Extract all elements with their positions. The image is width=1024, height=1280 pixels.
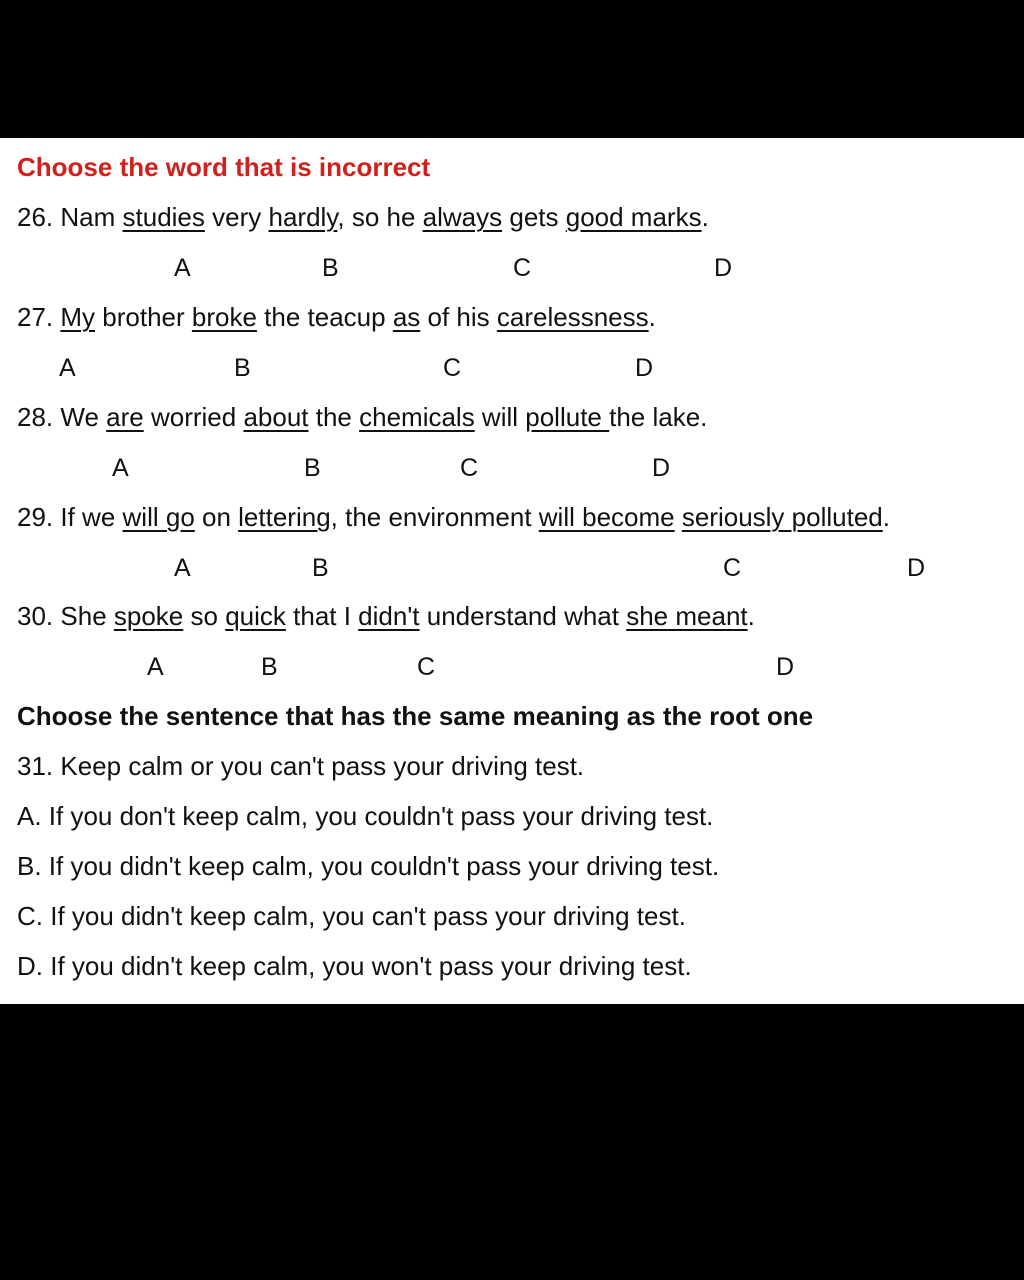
option-label-c: C xyxy=(417,653,436,681)
question-number: 28. xyxy=(17,402,54,432)
underlined-word-b: hardly xyxy=(268,202,338,232)
question-text: We xyxy=(60,402,107,432)
option-label-d: D xyxy=(907,554,926,582)
question-number: 27. xyxy=(17,302,54,332)
option-label-a: A xyxy=(174,254,191,282)
question-text: , the environment xyxy=(330,502,539,532)
question-27 xyxy=(17,302,656,332)
question-text: brother xyxy=(95,302,192,332)
answer-option-c: C. If you didn't keep calm, you can't pass your driving test. xyxy=(17,901,686,931)
underlined-word-a: My xyxy=(60,302,96,332)
question-29 xyxy=(17,502,890,532)
underlined-word-a: will go xyxy=(122,502,195,532)
question-text: gets xyxy=(502,202,566,232)
question-number: 26. xyxy=(17,202,54,232)
underlined-word-b: quick xyxy=(225,601,286,631)
option-label-a: A xyxy=(59,354,76,382)
question-text: She xyxy=(60,601,114,631)
question-text: that I xyxy=(285,601,359,631)
underlined-word-c: as xyxy=(392,302,421,332)
option-label-b: B xyxy=(234,354,251,382)
question-text: , so he xyxy=(337,202,423,232)
question-text: the xyxy=(308,402,360,432)
underlined-word-c: will become xyxy=(538,502,675,532)
question-text: . xyxy=(648,302,656,332)
option-label-c: C xyxy=(723,554,742,582)
underlined-word-a: spoke xyxy=(113,601,184,631)
question-text: the lake. xyxy=(609,402,708,432)
option-label-a: A xyxy=(112,454,129,482)
underlined-word-d: she meant xyxy=(626,601,748,631)
underlined-word-c: chemicals xyxy=(359,402,475,432)
option-label-b: B xyxy=(304,454,321,482)
underlined-word-b: about xyxy=(243,402,309,432)
answer-option-b: B. If you didn't keep calm, you couldn't pass your driving test. xyxy=(17,851,720,881)
question-text: . xyxy=(747,601,755,631)
answer-option-d: D. If you didn't keep calm, you won't pass your driving test. xyxy=(17,951,692,981)
question-30 xyxy=(17,601,755,631)
question-text xyxy=(675,502,682,532)
underlined-word-d: seriously polluted xyxy=(681,502,883,532)
option-label-d: D xyxy=(776,653,795,681)
section-heading-same-meaning: Choose the sentence that has the same meaning as the root one xyxy=(17,701,814,731)
question-text: very xyxy=(204,202,269,232)
option-label-d: D xyxy=(714,254,733,282)
option-label-c: C xyxy=(443,354,462,382)
option-label-a: A xyxy=(147,653,164,681)
question-text: of his xyxy=(420,302,497,332)
underlined-word-d: good marks xyxy=(565,202,702,232)
option-label-c: C xyxy=(460,454,479,482)
underlined-word-d: pollute xyxy=(525,402,610,432)
question-text: . xyxy=(701,202,709,232)
answer-option-a: A. If you don't keep calm, you couldn't pass your driving test. xyxy=(17,801,714,831)
question-text: understand what xyxy=(419,601,627,631)
option-label-c: C xyxy=(513,254,532,282)
question-number: 29. xyxy=(17,502,54,532)
underlined-word-d: carelessness xyxy=(496,302,649,332)
question-text: Nam xyxy=(60,202,123,232)
question-text: . xyxy=(882,502,890,532)
option-label-d: D xyxy=(635,354,654,382)
underlined-word-b: broke xyxy=(191,302,257,332)
option-label-d: D xyxy=(652,454,671,482)
question-28 xyxy=(17,402,707,432)
option-label-b: B xyxy=(261,653,278,681)
underlined-word-b: lettering xyxy=(238,502,331,532)
question-text: the teacup xyxy=(256,302,393,332)
underlined-word-a: are xyxy=(106,402,144,432)
underlined-word-c: didn't xyxy=(358,601,420,631)
worksheet xyxy=(0,138,1024,1004)
question-text: so xyxy=(183,601,226,631)
underlined-word-c: always xyxy=(422,202,503,232)
option-label-a: A xyxy=(174,554,191,582)
option-label-b: B xyxy=(322,254,339,282)
question-text: worried xyxy=(143,402,244,432)
question-text: will xyxy=(474,402,526,432)
question-text: If we xyxy=(60,502,123,532)
option-label-b: B xyxy=(312,554,329,582)
section-heading-incorrect-word: Choose the word that is incorrect xyxy=(17,152,431,182)
question-31: 31. Keep calm or you can't pass your driving test. xyxy=(17,751,585,781)
underlined-word-a: studies xyxy=(122,202,205,232)
question-text: on xyxy=(194,502,239,532)
question-number: 30. xyxy=(17,601,54,631)
question-26 xyxy=(17,202,709,232)
